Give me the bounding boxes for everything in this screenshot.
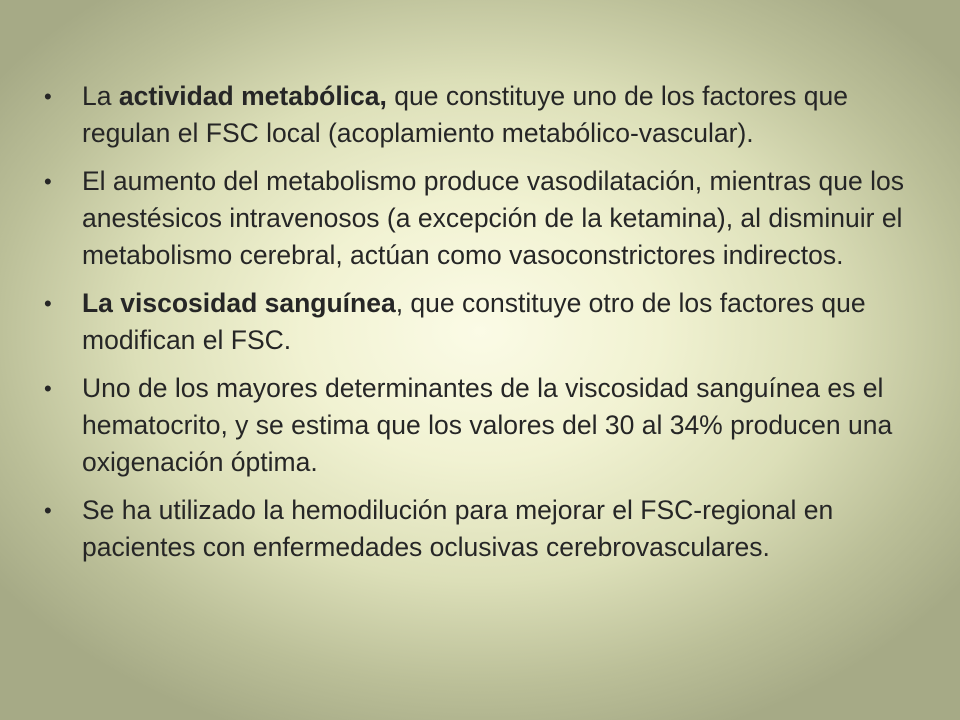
bullet-item-blood-viscosity	[44, 285, 924, 359]
bullet-dot-icon: •	[44, 498, 52, 523]
bullet-text-part: El aumento del metabolismo produce vasodilatación, mientras que los anestésicos intravenosos (a excepción de la ketamina), al disminuir el metabolismo cerebral, actúan como vasoconstrictores indirectos.	[82, 166, 904, 270]
bullet-item-hemodilution	[44, 492, 924, 566]
bullet-item-metabolic-activity	[44, 78, 924, 152]
bullet-dot-icon: •	[44, 291, 52, 316]
bullet-text-part: Se ha utilizado la hemodilución para mejorar el FSC-regional en pacientes con enfermedades oclusivas cerebrovasculares.	[82, 495, 834, 562]
bullet-text-part: La	[82, 81, 119, 111]
bullet-item-hematocrit	[44, 370, 924, 481]
slide-content	[44, 78, 924, 577]
bullet-text-part: , que constituye otro de los factores que modifican el FSC.	[82, 288, 866, 355]
bullet-dot-icon: •	[44, 84, 52, 109]
bullet-text-part: que constituye uno de los factores que regulan el FSC local (acoplamiento metabólico-vascular).	[82, 81, 849, 148]
bullet-text-emphasis: La viscosidad sanguínea	[82, 288, 396, 318]
bullet-text-part: Uno de los mayores determinantes de la viscosidad sanguínea es el hematocrito, y se estima que los valores del 30 al 34% producen una oxigenación óptima.	[82, 373, 893, 477]
bullet-item-metabolism-vasodilation	[44, 163, 924, 274]
bullet-dot-icon: •	[44, 169, 52, 194]
bullet-text-emphasis: actividad metabólica,	[118, 81, 387, 111]
bullet-dot-icon: •	[44, 376, 52, 401]
bullet-list	[44, 78, 924, 566]
